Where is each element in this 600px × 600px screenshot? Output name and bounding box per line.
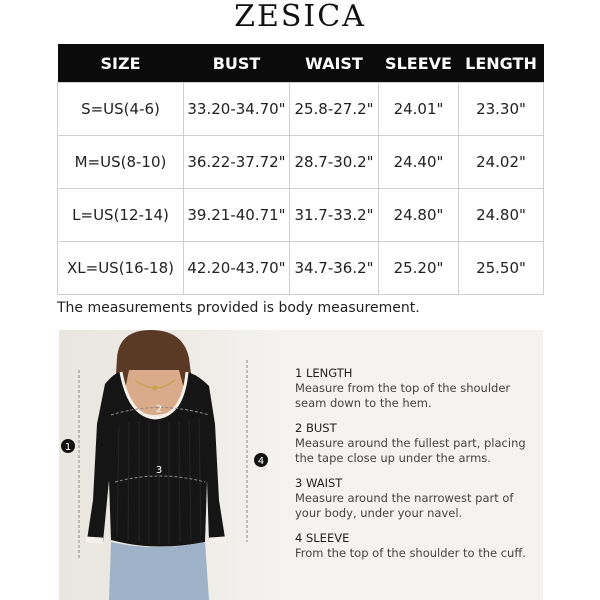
cell-size: XL=US(16-18) <box>58 242 184 295</box>
cell-bust: 33.20-34.70" <box>184 83 290 136</box>
step-title: 4 SLEEVE <box>295 531 350 545</box>
cell-sleeve: 24.40" <box>379 136 459 189</box>
pendant-shape <box>153 386 158 391</box>
svg-text:4: 4 <box>257 456 265 467</box>
marker-4 <box>254 453 268 467</box>
header-bust: BUST <box>184 44 290 83</box>
cell-size: S=US(4-6) <box>58 83 184 136</box>
step-title: 2 BUST <box>295 421 337 435</box>
cell-waist: 25.8-27.2" <box>290 83 379 136</box>
marker-3 <box>156 465 162 476</box>
jeans-shape <box>109 542 209 600</box>
marker-2 <box>156 404 162 415</box>
cell-length: 23.30" <box>459 83 544 136</box>
step-description: Measure from the top of the shoulder seam down to the hem. <box>295 381 511 410</box>
right-cuff-shape <box>209 536 226 543</box>
measurement-note: The measurements provided is body measurement. <box>57 300 420 316</box>
step-description: Measure around the narrowest part of your body, under your navel. <box>295 491 514 520</box>
step-title: 1 LENGTH <box>295 366 353 380</box>
cell-sleeve: 24.01" <box>379 83 459 136</box>
cell-sleeve: 24.80" <box>379 189 459 242</box>
cell-bust: 36.22-37.72" <box>184 136 290 189</box>
cell-waist: 31.7-33.2" <box>290 189 379 242</box>
measurement-instructions <box>295 366 535 571</box>
cell-bust: 39.21-40.71" <box>184 189 290 242</box>
header-sleeve: SLEEVE <box>379 44 459 83</box>
model-illustration <box>59 330 285 600</box>
step-description: Measure around the fullest part, placing the tape close up under the arms. <box>295 436 526 465</box>
header-waist: WAIST <box>290 44 379 83</box>
table-row <box>58 83 544 136</box>
table-row <box>58 242 544 295</box>
cell-length: 25.50" <box>459 242 544 295</box>
svg-text:2: 2 <box>155 404 163 415</box>
left-cuff-shape <box>86 536 103 543</box>
step-description: From the top of the shoulder to the cuff. <box>295 546 526 560</box>
cell-length: 24.80" <box>459 189 544 242</box>
brand-logo: ZESICA <box>234 0 366 34</box>
header-size: SIZE <box>58 44 184 83</box>
step-sleeve <box>295 531 535 561</box>
cell-waist: 28.7-30.2" <box>290 136 379 189</box>
model-photo <box>59 330 285 600</box>
table-header-row <box>58 44 544 83</box>
svg-text:1: 1 <box>64 442 72 453</box>
cell-bust: 42.20-43.70" <box>184 242 290 295</box>
table-row <box>58 189 544 242</box>
svg-text:3: 3 <box>155 465 163 476</box>
step-waist <box>295 476 535 521</box>
cell-length: 24.02" <box>459 136 544 189</box>
header-length: LENGTH <box>459 44 544 83</box>
cell-size: M=US(8-10) <box>58 136 184 189</box>
cell-size: L=US(12-14) <box>58 189 184 242</box>
cell-waist: 34.7-36.2" <box>290 242 379 295</box>
measurement-guide-panel <box>59 330 543 600</box>
size-chart-table <box>57 44 544 295</box>
step-title: 3 WAIST <box>295 476 343 490</box>
cell-sleeve: 25.20" <box>379 242 459 295</box>
step-length <box>295 366 535 411</box>
marker-1 <box>61 439 75 453</box>
step-bust <box>295 421 535 466</box>
table-row <box>58 136 544 189</box>
